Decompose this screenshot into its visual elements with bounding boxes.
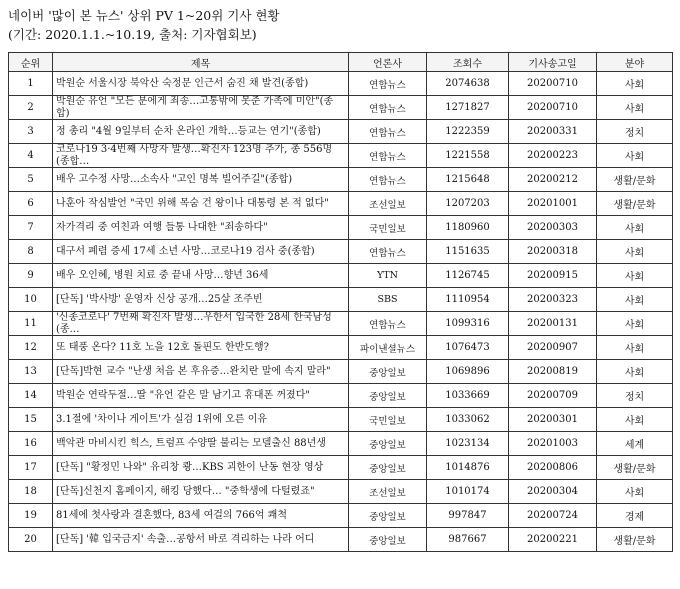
cell-press: YTN xyxy=(349,264,427,288)
cell-rank: 6 xyxy=(9,192,53,216)
cell-date: 20200710 xyxy=(509,96,597,120)
cell-views: 1215648 xyxy=(427,168,509,192)
cell-field: 생활/문화 xyxy=(597,192,673,216)
cell-views: 997847 xyxy=(427,504,509,528)
cell-title: 박원순 연락두절…딸 "유언 같은 말 남기고 휴대폰 꺼졌다" xyxy=(53,384,349,408)
cell-title: 박원순 서울시장 북악산 숙정문 인근서 숨진 채 발견(종합) xyxy=(53,72,349,96)
cell-views: 1014876 xyxy=(427,456,509,480)
table-row xyxy=(9,360,673,384)
table-row xyxy=(9,240,673,264)
cell-press: 연합뉴스 xyxy=(349,120,427,144)
cell-title: [단독] '韓 입국금지' 속출…공항서 바로 격리하는 나라 어디 xyxy=(53,528,349,552)
header-press: 언론사 xyxy=(349,53,427,72)
header-row xyxy=(9,53,673,72)
table-row xyxy=(9,264,673,288)
cell-rank: 19 xyxy=(9,504,53,528)
table-header xyxy=(9,53,673,72)
cell-views: 1069896 xyxy=(427,360,509,384)
cell-press: 연합뉴스 xyxy=(349,96,427,120)
cell-title: 정 총리 "4월 9일부터 순차 온라인 개학…등교는 연기"(종합) xyxy=(53,120,349,144)
cell-field: 사회 xyxy=(597,360,673,384)
cell-views: 1221558 xyxy=(427,144,509,168)
table-row xyxy=(9,528,673,552)
news-ranking-table xyxy=(8,52,673,552)
cell-date: 20200212 xyxy=(509,168,597,192)
cell-date: 20200907 xyxy=(509,336,597,360)
cell-field: 사회 xyxy=(597,264,673,288)
cell-rank: 18 xyxy=(9,480,53,504)
cell-views: 1151635 xyxy=(427,240,509,264)
cell-press: 연합뉴스 xyxy=(349,312,427,336)
table-row xyxy=(9,456,673,480)
page-title: 네이버 '많이 본 뉴스' 상위 PV 1~20위 기사 현황 xyxy=(8,8,280,23)
cell-press: 중앙일보 xyxy=(349,528,427,552)
cell-press: 조선일보 xyxy=(349,192,427,216)
cell-views: 2074638 xyxy=(427,72,509,96)
header-date: 기사송고일 xyxy=(509,53,597,72)
cell-date: 20200131 xyxy=(509,312,597,336)
cell-press: 파이낸셜뉴스 xyxy=(349,336,427,360)
cell-rank: 16 xyxy=(9,432,53,456)
table-row xyxy=(9,96,673,120)
table-row xyxy=(9,288,673,312)
header-field: 분야 xyxy=(597,53,673,72)
cell-title: 또 태풍 온다? 11호 노을 12호 돌핀도 한반도행? xyxy=(53,336,349,360)
cell-date: 20201003 xyxy=(509,432,597,456)
table-row xyxy=(9,192,673,216)
table-row xyxy=(9,480,673,504)
header-rank: 순위 xyxy=(9,53,53,72)
cell-press: SBS xyxy=(349,288,427,312)
table-row xyxy=(9,504,673,528)
table-row xyxy=(9,72,673,96)
cell-date: 20201001 xyxy=(509,192,597,216)
cell-field: 사회 xyxy=(597,72,673,96)
cell-press: 중앙일보 xyxy=(349,360,427,384)
cell-rank: 14 xyxy=(9,384,53,408)
cell-rank: 17 xyxy=(9,456,53,480)
cell-views: 1207203 xyxy=(427,192,509,216)
cell-rank: 10 xyxy=(9,288,53,312)
cell-date: 20200323 xyxy=(509,288,597,312)
cell-title: 백악관 마비시킨 힉스, 트럼프 수양딸 불리는 모델출신 88년생 xyxy=(53,432,349,456)
header-title: 제목 xyxy=(53,53,349,72)
cell-views: 1180960 xyxy=(427,216,509,240)
cell-rank: 9 xyxy=(9,264,53,288)
cell-field: 경제 xyxy=(597,504,673,528)
cell-title: 코로나19 3·4번째 사망자 발생…확진자 123명 추가, 총 556명(종합… xyxy=(53,144,349,168)
cell-rank: 11 xyxy=(9,312,53,336)
cell-field: 사회 xyxy=(597,408,673,432)
table-row xyxy=(9,408,673,432)
table-row xyxy=(9,168,673,192)
cell-press: 국민일보 xyxy=(349,216,427,240)
cell-rank: 13 xyxy=(9,360,53,384)
cell-title: 대구서 폐렴 증세 17세 소년 사망…코로나19 검사 중(종합) xyxy=(53,240,349,264)
cell-press: 연합뉴스 xyxy=(349,240,427,264)
cell-views: 1010174 xyxy=(427,480,509,504)
cell-title: 나훈아 작심발언 "국민 위해 목숨 건 왕이나 대통령 본 적 없다" xyxy=(53,192,349,216)
table-row xyxy=(9,336,673,360)
cell-date: 20200819 xyxy=(509,360,597,384)
cell-date: 20200301 xyxy=(509,408,597,432)
cell-views: 1033669 xyxy=(427,384,509,408)
cell-title: 3.1절에 '차이나 게이트'가 실검 1위에 오른 이유 xyxy=(53,408,349,432)
cell-press: 중앙일보 xyxy=(349,384,427,408)
cell-field: 사회 xyxy=(597,216,673,240)
cell-views: 1110954 xyxy=(427,288,509,312)
cell-views: 1099316 xyxy=(427,312,509,336)
cell-rank: 2 xyxy=(9,96,53,120)
cell-rank: 20 xyxy=(9,528,53,552)
cell-rank: 4 xyxy=(9,144,53,168)
cell-views: 1126745 xyxy=(427,264,509,288)
cell-title: 자가격리 중 여친과 여행 들통 나대한 "죄송하다" xyxy=(53,216,349,240)
cell-title: [단독] '박사방' 운영자 신상 공개…25살 조주빈 xyxy=(53,288,349,312)
cell-date: 20200223 xyxy=(509,144,597,168)
cell-press: 연합뉴스 xyxy=(349,144,427,168)
cell-views: 1222359 xyxy=(427,120,509,144)
cell-field: 생활/문화 xyxy=(597,456,673,480)
cell-date: 20200303 xyxy=(509,216,597,240)
table-row xyxy=(9,144,673,168)
cell-date: 20200710 xyxy=(509,72,597,96)
cell-field: 사회 xyxy=(597,336,673,360)
cell-title: [단독]신천지 홈페이지, 해킹 당했다… "중학생에 다털렸죠" xyxy=(53,480,349,504)
cell-press: 연합뉴스 xyxy=(349,72,427,96)
cell-date: 20200304 xyxy=(509,480,597,504)
cell-date: 20200331 xyxy=(509,120,597,144)
cell-date: 20200221 xyxy=(509,528,597,552)
page-subtitle: (기간: 2020.1.1.~10.19, 출처: 기자협회보) xyxy=(8,27,257,42)
cell-date: 20200806 xyxy=(509,456,597,480)
cell-title: 박원순 유언 "모든 분에게 죄송…고통밖에 못준 가족에 미안"(종합) xyxy=(53,96,349,120)
cell-views: 1033062 xyxy=(427,408,509,432)
cell-rank: 7 xyxy=(9,216,53,240)
cell-press: 조선일보 xyxy=(349,480,427,504)
table-row xyxy=(9,384,673,408)
cell-rank: 5 xyxy=(9,168,53,192)
cell-field: 세계 xyxy=(597,432,673,456)
cell-press: 국민일보 xyxy=(349,408,427,432)
cell-press: 중앙일보 xyxy=(349,504,427,528)
cell-date: 20200915 xyxy=(509,264,597,288)
table-row xyxy=(9,216,673,240)
cell-field: 정치 xyxy=(597,384,673,408)
cell-rank: 15 xyxy=(9,408,53,432)
cell-field: 사회 xyxy=(597,288,673,312)
cell-views: 1271827 xyxy=(427,96,509,120)
cell-field: 사회 xyxy=(597,240,673,264)
cell-field: 사회 xyxy=(597,96,673,120)
cell-press: 중앙일보 xyxy=(349,456,427,480)
cell-title: [단독] "황정민 나와" 유리창 쾅…KBS 괴한이 난동 현장 영상 xyxy=(53,456,349,480)
cell-rank: 8 xyxy=(9,240,53,264)
cell-field: 생활/문화 xyxy=(597,528,673,552)
cell-field: 생활/문화 xyxy=(597,168,673,192)
table-row xyxy=(9,120,673,144)
cell-title: [단독]박현 교수 "난생 처음 본 후유증…완치란 말에 속지 말라" xyxy=(53,360,349,384)
cell-field: 정치 xyxy=(597,120,673,144)
cell-press: 중앙일보 xyxy=(349,432,427,456)
cell-date: 20200318 xyxy=(509,240,597,264)
cell-title: '신종코로나' 7번째 확진자 발생…우한서 입국한 28세 한국남성(종… xyxy=(53,312,349,336)
cell-views: 1076473 xyxy=(427,336,509,360)
table-row xyxy=(9,432,673,456)
cell-field: 사회 xyxy=(597,144,673,168)
cell-field: 사회 xyxy=(597,480,673,504)
cell-field: 사회 xyxy=(597,312,673,336)
cell-title: 81세에 첫사랑과 결혼했다, 83세 여걸의 766억 쾌척 xyxy=(53,504,349,528)
cell-rank: 1 xyxy=(9,72,53,96)
table-row xyxy=(9,312,673,336)
cell-rank: 12 xyxy=(9,336,53,360)
table-body xyxy=(9,72,673,552)
cell-title: 배우 고수정 사망…소속사 "고인 명복 빌어주길"(종합) xyxy=(53,168,349,192)
cell-date: 20200709 xyxy=(509,384,597,408)
cell-views: 987667 xyxy=(427,528,509,552)
cell-title: 배우 오인혜, 병원 치료 중 끝내 사망…향년 36세 xyxy=(53,264,349,288)
cell-date: 20200724 xyxy=(509,504,597,528)
cell-views: 1023134 xyxy=(427,432,509,456)
report-title xyxy=(8,6,280,44)
cell-press: 연합뉴스 xyxy=(349,168,427,192)
header-views: 조회수 xyxy=(427,53,509,72)
cell-rank: 3 xyxy=(9,120,53,144)
